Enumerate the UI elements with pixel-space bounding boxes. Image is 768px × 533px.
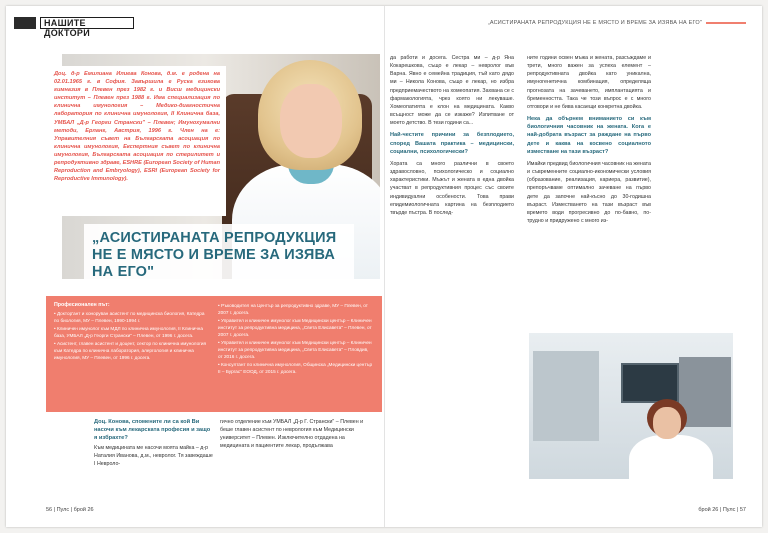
paragraph: Имайки предвид биологичния часовник на жената и съвременните социално-икономически условия (образование, реализация, кариера, развитие), препоръчваме оптимално зачеване на първо дете да започне най-късно до 30-годишна възраст. Изместването на тази възраст във времето води прогресивно до по-бавно, по-трудно и придружено с много из- — [527, 160, 651, 224]
text-column-right-2 — [527, 54, 651, 229]
magazine-spread — [6, 6, 762, 527]
interview-text-column: гично отделение към УМБАЛ „Д-р Г. Странски" – Плевен и беше главен асистент по неврология към Медицински университет – Плевен. Изключително отдадена на медицината и пациентите лекар, продължава — [220, 419, 364, 449]
page-number-left: 56 | Пулс | брой 26 — [46, 507, 94, 513]
interview-question: Най-честите причини за безплодието, според Вашата практика – медицински, социални, психологически? — [390, 132, 514, 155]
photo-face-shape — [653, 407, 681, 439]
career-item: • Управител и клиничен имунолог към Медицински център – Клиничен институт за репродуктивна медицина, „Света Елисавета" – Плевен, от 2007 г. досега. — [218, 318, 372, 337]
career-box — [46, 296, 382, 412]
paragraph: да работи и досега. Сестра ми – д-р Яна Кокарешкова, също е лекар – невролог във Варна. Явно е семейна традиция, тъй като дядо ми – Никола Конова, също е лекар, но избра предприемачеството на хомеопатия. Захвана се с фармакологията, чрез която ни лекуваше. Хомеопатията е клон на медицината. Какво всъщност може да се изкаже? Изпитване от моето детство. В тези години са... — [390, 55, 514, 127]
career-item: • Управител и клиничен имунолог към Медицински център – Клиничен институт за репродуктивна медицина, „Света Елисавета" – Пловдив, от 2016 г. досега. — [218, 340, 372, 359]
photo-monitor-shape — [621, 363, 679, 403]
paragraph: ните години освен мъжа и жената, разсъждаме и трети, много важен за успеха елемент – репродуктивната двойка като уникална, имуногенетична комбинация, определяща прогнозата на зачеването, имплантацията и бременността. Така че този въпрос е с много отговори и не бива касаещи конкретна двойка. — [527, 55, 651, 110]
article-title-box — [84, 224, 354, 280]
interview-question: Доц. Конова, спомените ли са кой Ви насочи към лекарската професия и защо я избрахте? — [94, 419, 211, 441]
career-item: • Асистент, главен асистент и доцент, сектор по клинична имунология към Катедра по клинична лаборатория, алергология и клинична имунология, МУ – Плевен, от 1996 г. досега. — [54, 341, 207, 360]
interview-question: Нека да обърнем вниманието си към биологичния часовник на жената. Кога е най-добрата възраст за раждане на първо дете и каква на косвено социалното изместване на тази възраст? — [527, 116, 651, 155]
doctor-lab-photo — [529, 333, 733, 479]
section-label-block — [14, 17, 36, 29]
career-item: • Клиничен имунолог към МДЛ по клинична имунология, II Клинична база, УМБАЛ „Д-р Георги Странски" – Плевен, от 1996 г. досега. — [54, 326, 203, 338]
career-heading: Професионален път: — [54, 302, 110, 308]
career-item: • Ръководител на Център за репродуктивно здраве, МУ – Плевен, от 2007 г. досега. — [218, 303, 368, 315]
section-label-text: НАШИТЕ ДОКТОРИ — [40, 17, 134, 29]
photo-coat-shape — [629, 435, 713, 479]
career-column-right — [218, 302, 374, 376]
career-item: • Консултант по клинична имунология, Общинска „Медицински център II – Бургас" ЕООД, от 2015 г. досега. — [218, 362, 373, 374]
running-header: „АСИСТИРАНАТА РЕПРОДУКЦИЯ НЕ Е МЯСТО И ВРЕМЕ ЗА ИЗЯВА НА ЕГО" — [488, 20, 746, 26]
page-number-right: брой 26 | Пулс | 57 — [698, 507, 746, 513]
career-column-left — [54, 302, 210, 362]
article-title: „АСИСТИРАНАТА РЕПРОДУКЦИЯ НЕ Е МЯСТО И ВРЕМЕ ЗА ИЗЯВА НА ЕГО" — [92, 230, 337, 280]
paragraph: Хората са много различни в своето здравословно, психологическо и социално характеристики. Мъжът и жената в една двойка участват в репродуктивния процес със своите индивидуални особености. Това прави епидемиологичната картина на безплодието твърде пъстра. В послед- — [390, 160, 514, 216]
page-gutter — [384, 6, 385, 527]
bio-box — [46, 66, 226, 216]
bio-text: Доц. д-р Емилиана Илиева Конова, д.м. е родена на 02.01.1965 г. в София. Завършила е Руска езикова гимназия в Плевен през 1982 г. и Висш медицински институт – Плевен през 1988 г. Има специализация по клинична имунология – Медико-диагностична лаборатория по клинична имунология, II Клинична база, УМБАЛ „Д-р Георги Странски" – Плевен; Имунохумални методи, Ерланг, Австрия, 1996 г. Член на е: Управителния съвет на Българската асоциация по клинична имунология, Експертния съвет по клинична имунология, Българската асоциация по стерилитет и репродуктивно здраве, ESHRE (European Society of Human Reproduction and Embryology), ESRI (European Society for Reproductive Immunology). — [54, 71, 220, 183]
interview-answer: Към медицината ме насочи моята майка – д-р Наталия Иванова, д.м., невролог. Тя завеждаше I Невроло- — [94, 445, 213, 467]
section-label — [14, 17, 134, 38]
career-item: • Доктор'ант и хоноруван асистент по медицинска биология, Катедра по биология, МУ – Плевен, 1990-1994 г. — [54, 311, 205, 323]
photo-face-shape — [280, 84, 342, 158]
photo-lab-equipment-shape — [533, 351, 599, 441]
text-column-right-1 — [390, 54, 514, 221]
